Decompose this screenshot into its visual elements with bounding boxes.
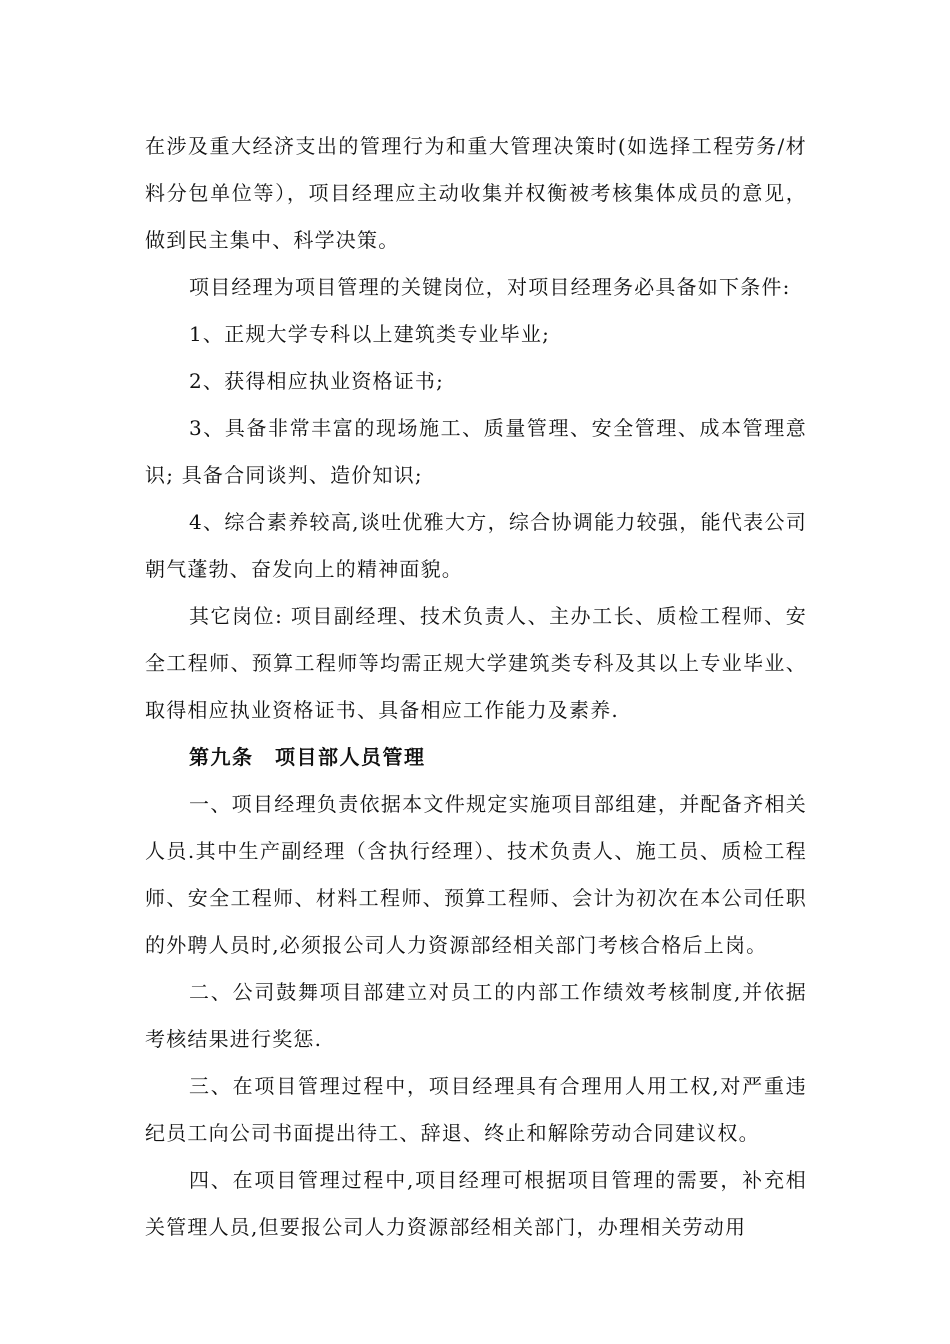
document-body: [145, 123, 807, 1251]
paragraph-item-1: 一、项目经理负责依据本文件规定实施项目部组建，并配备齐相关人员.其中生产副经理（含执行经理）、技术负责人、施工员、质检工程师、安全工程师、材料工程师、预算工程师、会计为初次在本公司任职的外聘人员时,必须报公司人力资源部经相关部门考核合格后上岗。: [145, 792, 807, 957]
paragraph-other-positions: 其它岗位: 项目副经理、技术负责人、主办工长、质检工程师、安全工程师、预算工程师等均需正规大学建筑类专科及其以上专业毕业、取得相应执业资格证书、具备相应工作能力及素养.: [145, 604, 807, 722]
paragraph-requirement-2: 2、获得相应执业资格证书;: [189, 369, 445, 393]
paragraph-item-3: 三、在项目管理过程中，项目经理具有合理用人用工权,对严重违纪员工向公司书面提出待工、辞退、终止和解除劳动合同建议权。: [145, 1074, 807, 1145]
section-heading-article-9: 第九条 项目部人员管理: [189, 745, 426, 769]
paragraph-decision-making: 在涉及重大经济支出的管理行为和重大管理决策时(如选择工程劳务/材料分包单位等），项目经理应主动收集并权衡被考核集体成员的意见，做到民主集中、科学决策。: [145, 134, 807, 252]
paragraph-item-2: 二、公司鼓舞项目部建立对员工的内部工作绩效考核制度,并依据考核结果进行奖惩.: [145, 980, 807, 1051]
paragraph-item-4: 四、在项目管理过程中,项目经理可根据项目管理的需要，补充相关管理人员,但要报公司人力资源部经相关部门，办理相关劳动用: [145, 1168, 807, 1239]
paragraph-manager-requirements-intro: 项目经理为项目管理的关键岗位，对项目经理务必具备如下条件:: [189, 275, 791, 299]
paragraph-requirement-4: 4、综合素养较高,谈吐优雅大方，综合协调能力较强，能代表公司朝气蓬勃、奋发向上的精神面貌。: [145, 510, 807, 581]
paragraph-requirement-1: 1、正规大学专科以上建筑类专业毕业;: [189, 322, 551, 346]
paragraph-requirement-3: 3、具备非常丰富的现场施工、质量管理、安全管理、成本管理意识; 具备合同谈判、造价知识;: [145, 416, 807, 487]
